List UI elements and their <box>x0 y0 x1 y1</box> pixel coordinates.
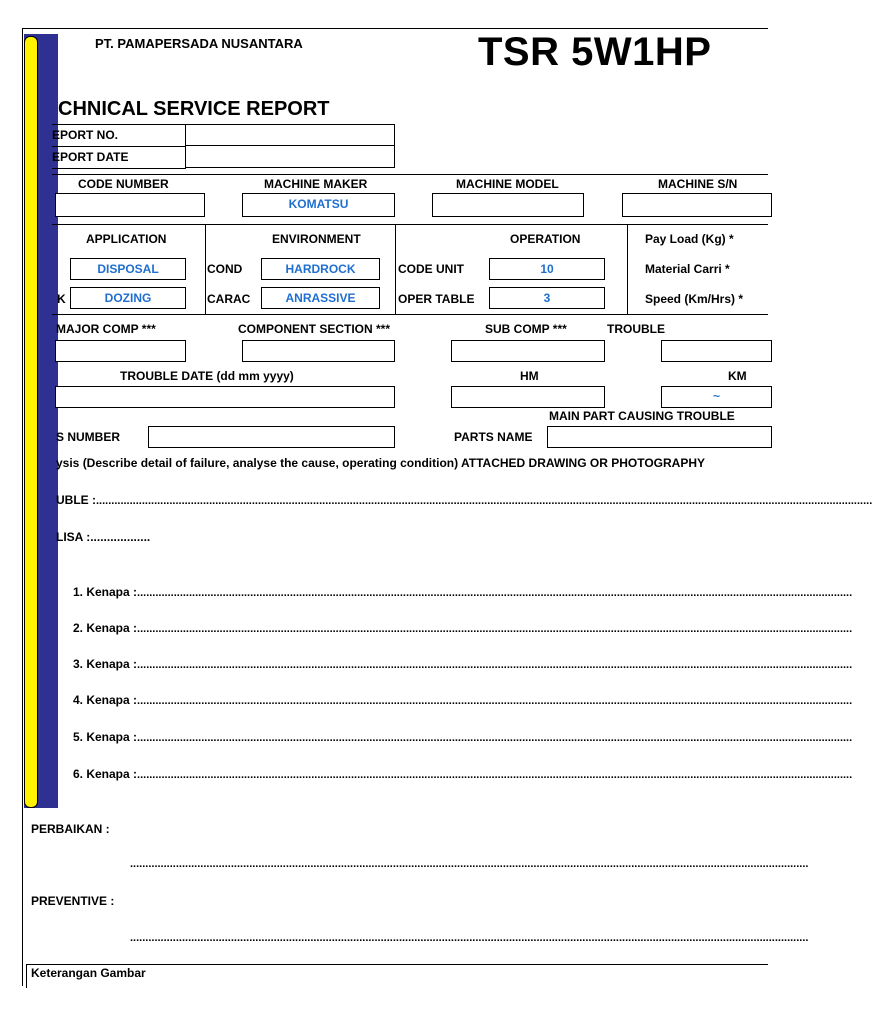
kenapa-line-1[interactable]: 1. Kenapa :.......................................................................................................................................................................................................................................... <box>73 585 853 599</box>
trouble-label: TROUBLE <box>607 322 665 336</box>
trouble-line[interactable]: UBLE :.............................................................................................................................................................................................................................................................. <box>56 493 872 507</box>
condition-div-1 <box>205 224 206 314</box>
km-label: KM <box>728 369 747 383</box>
machine-maker-field[interactable]: KOMATSU <box>242 193 395 217</box>
speed-label: Speed (Km/Hrs) * <box>645 292 744 306</box>
code-number-field[interactable] <box>55 193 205 217</box>
perbaikan-label: PERBAIKAN : <box>31 822 110 836</box>
report-line-2 <box>52 146 186 147</box>
kenapa-label-3: 3. Kenapa : <box>73 657 138 671</box>
application-label: APPLICATION <box>86 232 167 246</box>
code-number-label: CODE NUMBER <box>78 177 169 191</box>
analisa-line[interactable]: LISA :.................. <box>56 530 151 544</box>
kenapa-line-2[interactable]: 2. Kenapa :.......................................................................................................................................................................................................................................... <box>73 621 853 635</box>
component-section-label: COMPONENT SECTION *** <box>238 322 391 336</box>
trouble-date-label: TROUBLE DATE (dd mm yyyy) <box>120 369 294 383</box>
kenapa-label-2: 2. Kenapa : <box>73 621 138 635</box>
material-label: Material Carri * <box>645 262 730 276</box>
kenapa-label-6: 6. Kenapa : <box>73 767 138 781</box>
machine-model-field[interactable] <box>432 193 584 217</box>
cond-label: COND <box>207 262 243 276</box>
left-border <box>22 28 23 986</box>
preventive-line[interactable]: .............................................................................................................................................................................................................................. <box>130 932 809 944</box>
perbaikan-line[interactable]: .............................................................................................................................................................................................................................. <box>130 858 809 870</box>
row2-prefix: K <box>57 292 66 306</box>
condition-bottom-line <box>52 314 768 315</box>
report-no-label: EPORT NO. <box>52 128 119 142</box>
trouble-line-label: UBLE : <box>56 493 96 507</box>
page-title: CHNICAL SERVICE REPORT <box>58 98 330 120</box>
code-unit-field[interactable]: 10 <box>489 258 605 280</box>
carac-label: CARAC <box>207 292 251 306</box>
machine-top-line <box>52 174 768 175</box>
main-part-label: MAIN PART CAUSING TROUBLE <box>549 409 735 423</box>
analysis-heading: ysis (Describe detail of failure, analyse the cause, operating condition) ATTACHED DRAWING OR PHOTOGRAPHY <box>56 456 706 470</box>
condition-top-line <box>52 224 768 225</box>
application-field-1[interactable]: DISPOSAL <box>70 258 186 280</box>
kenapa-label-4: 4. Kenapa : <box>73 693 138 707</box>
carac-field[interactable]: ANRASSIVE <box>261 287 380 309</box>
preventive-label: PREVENTIVE : <box>31 894 115 908</box>
major-comp-field[interactable] <box>55 340 186 362</box>
machine-sn-label: MACHINE S/N <box>658 177 738 191</box>
doc-code: TSR 5W1HP <box>478 30 712 74</box>
report-line-1 <box>52 124 186 125</box>
kenapa-label-5: 5. Kenapa : <box>73 730 138 744</box>
keterangan-top-line <box>26 964 768 965</box>
payload-label: Pay Load (Kg) * <box>645 232 734 246</box>
kenapa-line-3[interactable]: 3. Kenapa :.......................................................................................................................................................................................................................................... <box>73 657 853 671</box>
environment-label: ENVIRONMENT <box>272 232 361 246</box>
parts-name-label: PARTS NAME <box>454 430 533 444</box>
machine-sn-field[interactable] <box>622 193 772 217</box>
trouble-date-field[interactable] <box>55 386 395 408</box>
trouble-field[interactable] <box>661 340 772 362</box>
keterangan-label: Keterangan Gambar <box>31 966 146 980</box>
sub-comp-label: SUB COMP *** <box>485 322 567 336</box>
kenapa-line-5[interactable]: 5. Kenapa :.......................................................................................................................................................................................................................................... <box>73 730 853 744</box>
code-unit-label: CODE UNIT <box>398 262 464 276</box>
report-date-label: EPORT DATE <box>52 150 129 164</box>
application-field-2[interactable]: DOZING <box>70 287 186 309</box>
cond-field[interactable]: HARDROCK <box>261 258 380 280</box>
oper-table-field[interactable]: 3 <box>489 287 605 309</box>
parts-number-label: S NUMBER <box>56 430 121 444</box>
report-date-field[interactable] <box>185 145 395 168</box>
parts-name-field[interactable] <box>547 426 772 448</box>
component-section-field[interactable] <box>242 340 395 362</box>
kenapa-line-6[interactable]: 6. Kenapa :.......................................................................................................................................................................................................................................... <box>73 767 853 781</box>
major-comp-label: MAJOR COMP *** <box>56 322 156 336</box>
km-field[interactable]: ~ <box>661 386 772 408</box>
condition-div-3 <box>627 224 628 314</box>
hm-label: HM <box>520 369 539 383</box>
top-border <box>22 28 768 29</box>
machine-model-label: MACHINE MODEL <box>456 177 559 191</box>
company-name: PT. PAMAPERSADA NUSANTARA <box>95 36 303 51</box>
operation-label: OPERATION <box>510 232 581 246</box>
oper-table-label: OPER TABLE <box>398 292 475 306</box>
kenapa-label-1: 1. Kenapa : <box>73 585 138 599</box>
report-line-3 <box>52 168 186 169</box>
condition-div-2 <box>395 224 396 314</box>
hm-field[interactable] <box>451 386 605 408</box>
sub-comp-field[interactable] <box>451 340 605 362</box>
side-bar-yellow <box>24 36 38 808</box>
kenapa-line-4[interactable]: 4. Kenapa :.......................................................................................................................................................................................................................................... <box>73 693 853 707</box>
parts-number-field[interactable] <box>148 426 395 448</box>
keterangan-left-line <box>26 964 27 988</box>
machine-maker-label: MACHINE MAKER <box>264 177 368 191</box>
report-no-field[interactable] <box>185 124 395 146</box>
